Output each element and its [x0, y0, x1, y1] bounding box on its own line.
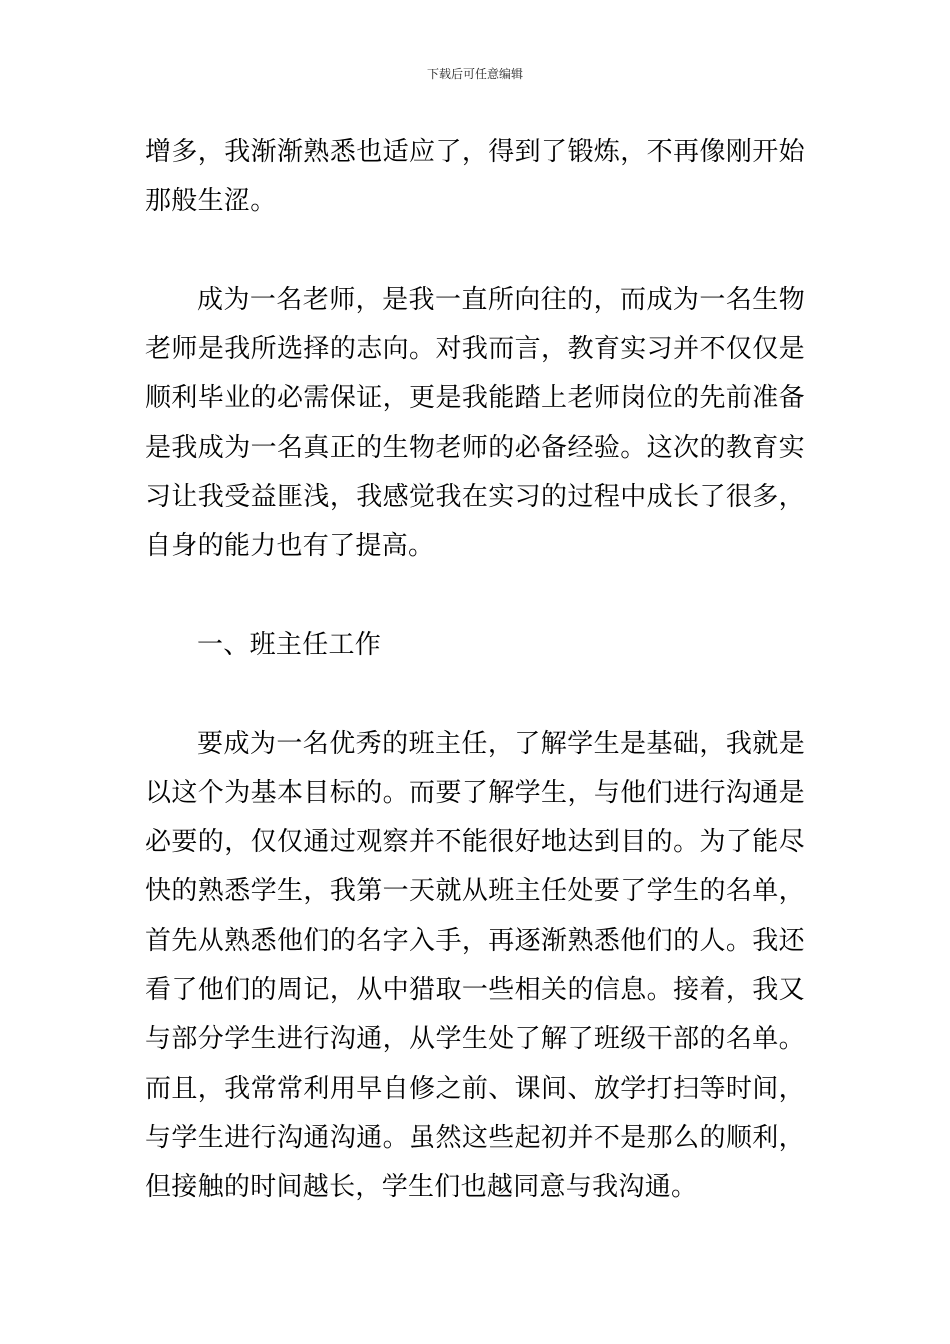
paragraph-class-teacher: 要成为一名优秀的班主任，了解学生是基础，我就是以这个为基本目标的。而要了解学生，与他们进行沟通是必要的，仅仅通过观察并不能很好地达到目的。为了能尽快的熟悉学生，我第一天就从班主任处要了学生的名单，首先从熟悉他们的名字入手，再逐渐熟悉他们的人。我还看了他们的周记，从中猎取一些相关的信息。接着，我又与部分学生进行沟通，从学生处了解了班级干部的名单。而且，我常常利用早自修之前、课间、放学打扫等时间，与学生进行沟通沟通。虽然这些起初并不是那么的顺利，但接触的时间越长，学生们也越同意与我沟通。	[145, 728, 805, 1203]
paragraph-gap	[145, 670, 805, 719]
paragraph-intro: 成为一名老师，是我一直所向往的，而成为一名生物老师是我所选择的志向。对我而言，教育实习并不仅仅是顺利毕业的必需保证，更是我能踏上老师岗位的先前准备是我成为一名真正的生物老师的必备经验。这次的教育实习让我受益匪浅，我感觉我在实习的过程中成长了很多，自身的能力也有了提高。	[145, 284, 805, 562]
page-header: 下载后可任意编辑	[426, 67, 523, 81]
paragraph-continuation: 增多，我渐渐熟悉也适应了，得到了锻炼，不再像刚开始那般生涩。	[145, 137, 805, 217]
section-heading: 一、班主任工作	[197, 629, 382, 660]
paragraph-gap	[145, 227, 805, 276]
paragraph-gap	[145, 572, 805, 621]
document-body	[145, 128, 805, 1213]
